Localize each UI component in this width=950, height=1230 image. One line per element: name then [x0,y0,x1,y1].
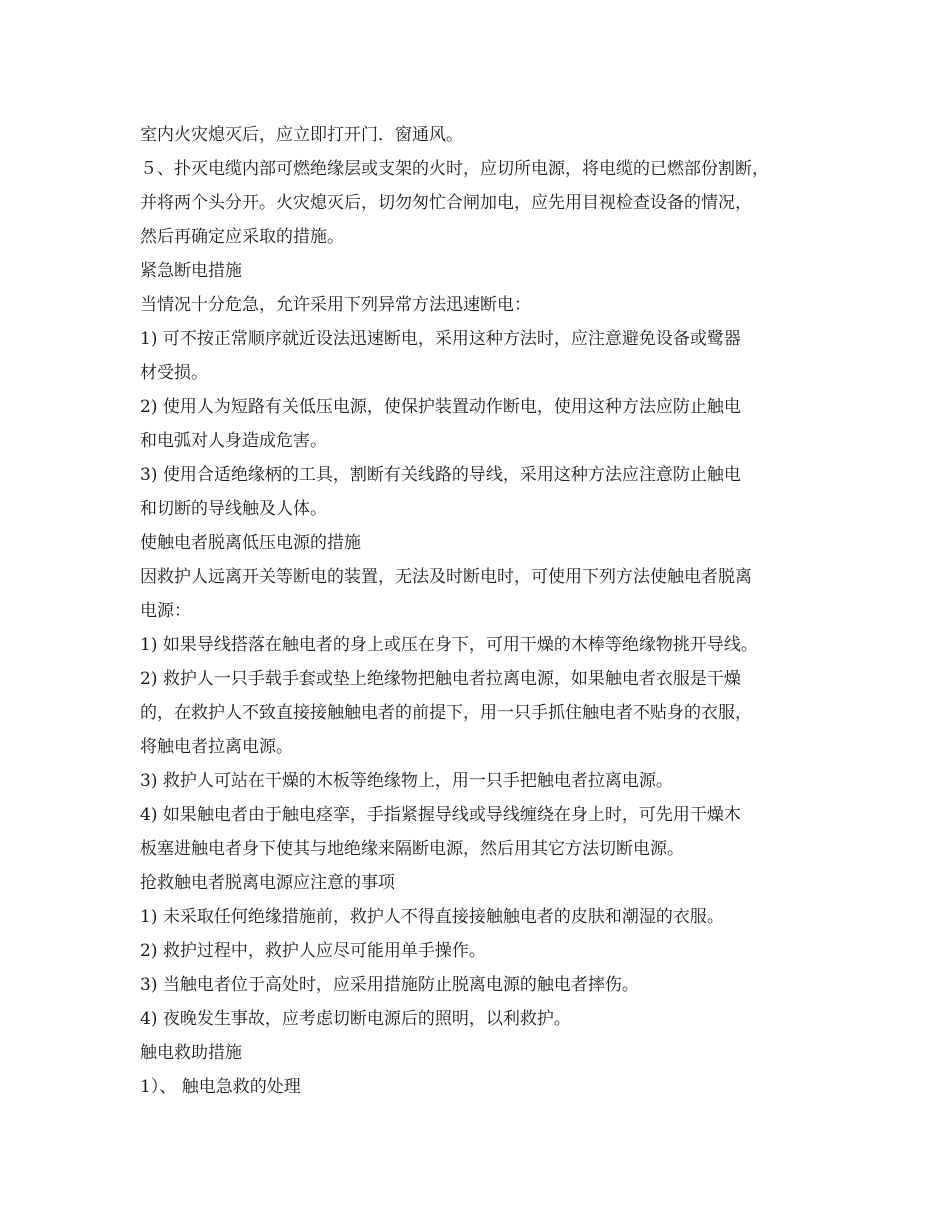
list-item: 1) 未采取任何绝缘措施前，救护人不得直接接触触电者的皮肤和潮湿的衣服。 [140,907,724,927]
section-heading: 抢救触电者脱离电源应注意的事项 [140,873,395,893]
section-heading: 紧急断电措施 [140,261,242,281]
text-line: 和切断的导线触及人体。 [140,499,327,519]
list-item: 2) 使用人为短路有关低压电源，使保护装置动作断电，使用这种方法应防止触电 [140,397,741,417]
text-line: 因救护人远离开关等断电的装置，无法及时断电时，可使用下列方法使触电者脱离 [140,567,752,587]
list-item: 1）、 触电急救的处理 [140,1077,301,1097]
list-item: 4) 如果触电者由于触电痉挛，手指紧握导线或导线缠绕在身上时，可先用干燥木 [140,805,741,825]
text-line: 的，在救护人不致直接接触触电者的前提下，用一只手抓住触电者不贴身的衣服， [140,703,752,723]
text-line: 板塞进触电者身下使其与地绝缘来隔断电源，然后用其它方法切断电源。 [140,839,684,859]
list-item: 2) 救护过程中，救护人应尽可能用单手操作。 [140,941,486,961]
text-line: ５、扑灭电缆内部可燃绝缘层或支架的火时，应切所电源，将电缆的已燃部份割断， [140,159,769,179]
list-item: 3) 当触电者位于高处时，应采用措施防止脱离电源的触电者摔伤。 [140,975,639,995]
section-heading: 触电救助措施 [140,1043,242,1063]
list-item: 3) 使用合适绝缘柄的工具，割断有关线路的导线，采用这种方法应注意防止触电 [140,465,741,485]
document-body [140,118,820,1104]
text-line: 和电弧对人身造成危害。 [140,431,327,451]
text-line: 电源： [140,601,191,621]
text-line: 将触电者拉离电源。 [140,737,293,757]
text-line: 当情况十分危急，允许采用下列异常方法迅速断电： [140,295,531,315]
list-item: 1) 可不按正常顺序就近设法迅速断电，采用这种方法时，应注意避免设备或鹭器 [140,329,741,349]
list-item: 4) 夜晚发生事故，应考虑切断电源后的照明，以利救护。 [140,1009,571,1029]
text-line: 并将两个头分开。火灾熄灭后，切勿匆忙合闸加电，应先用目视检查设备的情况， [140,193,752,213]
list-item: 3) 救护人可站在干燥的木板等绝缘物上，用一只手把触电者拉离电源。 [140,771,673,791]
list-item: 2) 救护人一只手载手套或垫上绝缘物把触电者拉离电源，如果触电者衣服是干燥 [140,669,741,689]
section-heading: 使触电者脱离低压电源的措施 [140,533,361,553]
text-line: 然后再确定应采取的措施。 [140,227,344,247]
list-item: 1) 如果导线搭落在触电者的身上或压在身下，可用干燥的木棒等绝缘物挑开导线。 [140,635,758,655]
text-line: 室内火灾熄灭后，应立即打开门．窗通风。 [140,125,463,145]
text-line: 材受损。 [140,363,208,383]
